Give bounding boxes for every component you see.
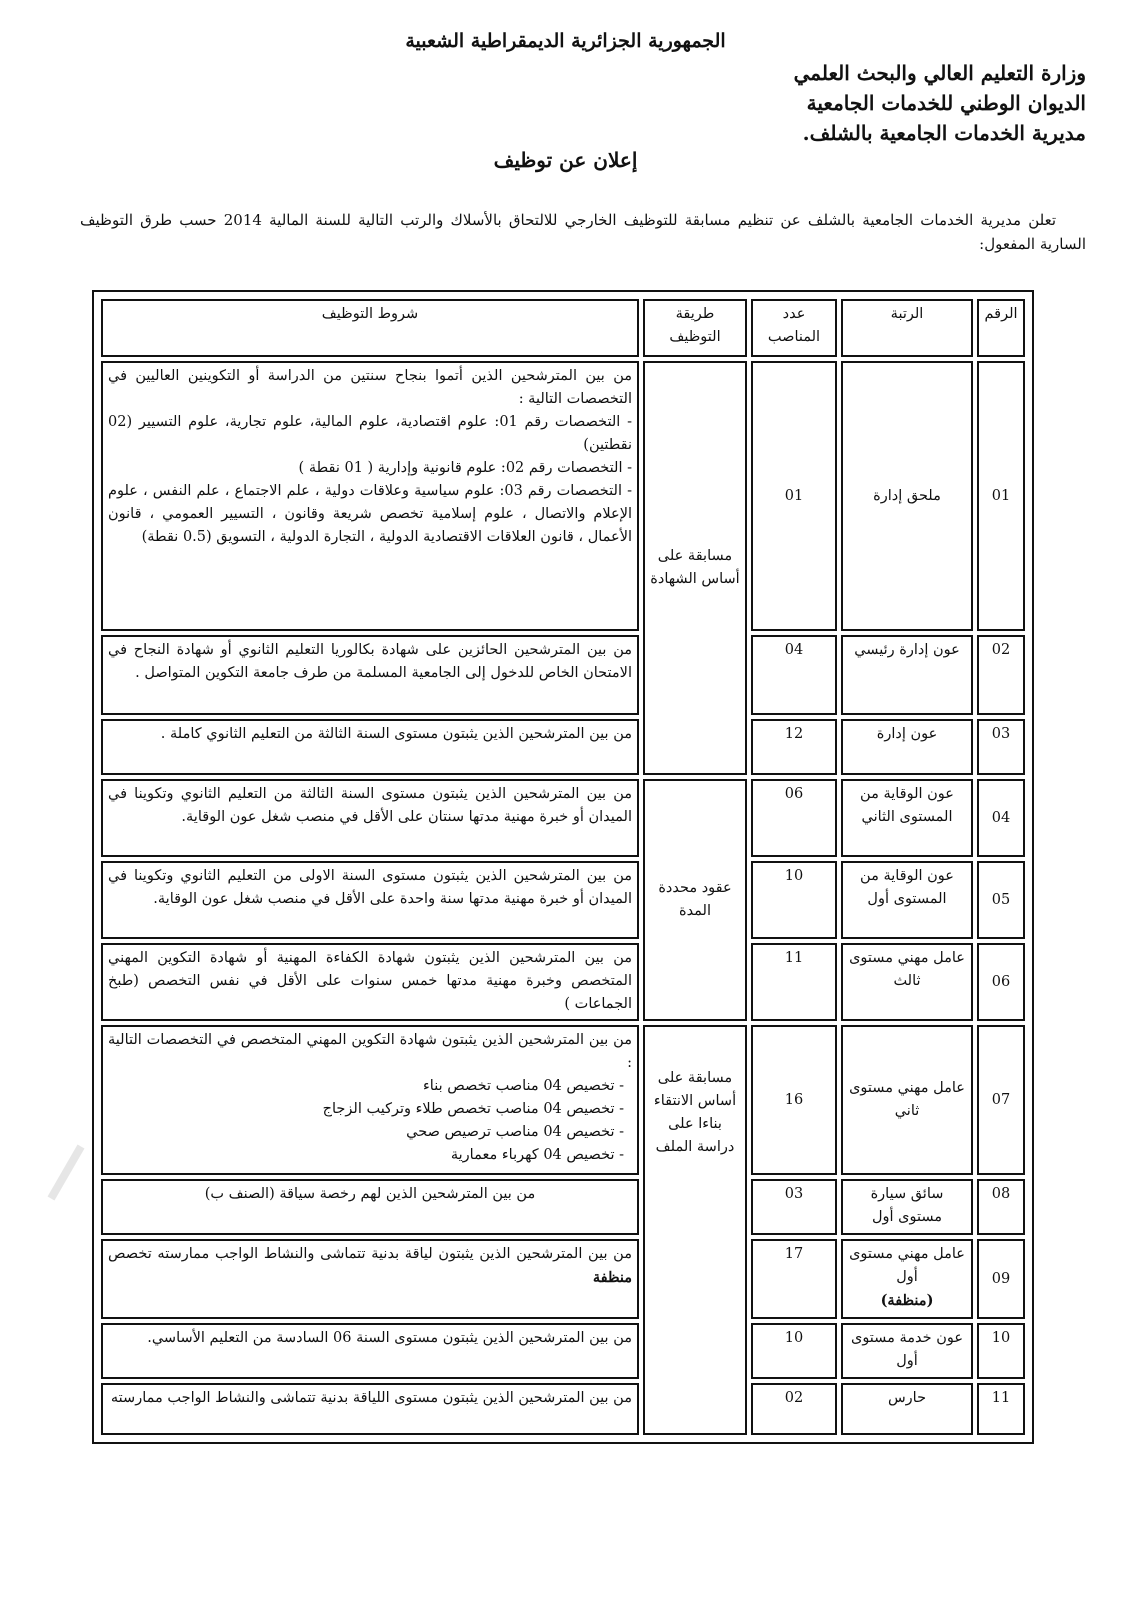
table-row [101, 943, 1025, 1021]
header-number: الرقم [977, 299, 1025, 357]
condition-line: من بين المترشحين الذين أتموا بنجاح سنتين من الدراسة أو التكوينين العاليين في التخصصات التالية : [108, 368, 632, 407]
cell-conditions [101, 1239, 639, 1319]
condition-line: من بين المترشحين الذين يثبتون مستوى اللياقة بدنية تتماشى والنشاط الواجب ممارسته [110, 1390, 632, 1406]
cell-rank: عون خدمة مستوى أول [841, 1323, 973, 1379]
cell-number: 08 [977, 1179, 1025, 1235]
cell-rank: عون الوقاية من المستوى أول [841, 861, 973, 939]
cell-positions: 03 [751, 1179, 837, 1235]
cell-positions: 16 [751, 1025, 837, 1175]
cell-conditions [101, 1323, 639, 1379]
condition-bold: منظفة [592, 1269, 632, 1286]
recruitment-table-frame [92, 290, 1034, 1444]
cell-method [643, 361, 747, 775]
cell-number: 02 [977, 635, 1025, 715]
cell-number: 01 [977, 361, 1025, 631]
cell-positions: 12 [751, 719, 837, 775]
header-positions: عدد المناصب [751, 299, 837, 357]
cell-positions: 02 [751, 1383, 837, 1435]
announcement-title: إعلان عن توظيف [493, 148, 638, 172]
cell-conditions [101, 1179, 639, 1235]
rank-extra: (منظفة) [880, 1292, 934, 1309]
table-row [101, 861, 1025, 939]
cell-method [643, 1025, 747, 1435]
cell-rank: عامل مهني مستوى ثاني [841, 1025, 973, 1175]
cell-positions: 01 [751, 361, 837, 631]
cell-rank: عون الوقاية من المستوى الثاني [841, 779, 973, 857]
condition-line: من بين المترشحين الذين يثبتون شهادة الكفاءة المهنية أو شهادة التكوين المهني المتخصص وخبرة مهنية مدتها خمس سنوات على الأقل في نفس التخصص (طبخ الجماعات ) [108, 950, 632, 1012]
cell-number: 03 [977, 719, 1025, 775]
cell-positions: 10 [751, 861, 837, 939]
cell-positions: 11 [751, 943, 837, 1021]
condition-line: من بين المترشحين الذين يثبتون مستوى السنة الاولى من التعليم الثانوي وتكوينا في الميدان أو خبرة مهنية مدتها سنة واحدة على الأقل في منصب شغل عون الوقاية. [108, 868, 632, 907]
condition-line: من بين المترشحين الذين لهم رخصة سياقة (الصنف ب) [204, 1186, 536, 1202]
cell-number: 06 [977, 943, 1025, 1021]
cell-rank: حارس [841, 1383, 973, 1435]
cell-conditions [101, 635, 639, 715]
table-row [101, 1025, 1025, 1175]
table-header-row [101, 299, 1025, 357]
condition-line: - التخصصات رقم 02: علوم قانونية وإدارية ( 01 نقطة ) [298, 460, 632, 476]
condition-line: من بين المترشحين الحائزين على شهادة بكالوريا التعليم الثانوي أو شهادة النجاح في الامتحان الخاص للدخول إلى الجامعية المسلمة من طرف جامعة التكوين المتواصل . [108, 642, 632, 681]
condition-line: من بين المترشحين الذين يثبتون مستوى السنة الثالثة من التعليم الثانوي كاملة . [160, 726, 632, 742]
condition-line: من بين المترشحين الذين يثبتون مستوى السنة الثالثة من التعليم الثانوي وتكوينا في الميدان أو خبرة مهنية مدتها سنتان على الأقل في منصب شغل عون الوقاية. [108, 786, 632, 825]
cell-conditions [101, 779, 639, 857]
table-row [101, 361, 1025, 631]
cell-method [643, 779, 747, 1021]
directorate-name: مديرية الخدمات الجامعية بالشلف. [802, 121, 1086, 145]
condition-line: - تخصيص 04 مناصب تخصص طلاء وتركيب الزجاج [322, 1101, 624, 1117]
method-label: مسابقة على أساس الشهادة [650, 548, 740, 587]
cell-conditions [101, 1383, 639, 1435]
cell-number: 05 [977, 861, 1025, 939]
institution-headers [794, 58, 1086, 148]
cell-rank: عون إدارة رئيسي [841, 635, 973, 715]
office-name: الديوان الوطني للخدمات الجامعية [806, 91, 1086, 115]
condition-line: - تخصيص 04 كهرباء معمارية [450, 1147, 624, 1163]
ministry-name: وزارة التعليم العالي والبحث العلمي [793, 61, 1086, 85]
cell-conditions [101, 719, 639, 775]
cell-conditions [101, 1025, 639, 1175]
condition-line: من بين المترشحين الذين يثبتون شهادة التكوين المهني المتخصص في التخصصات التالية : [108, 1032, 632, 1071]
cell-conditions [101, 361, 639, 631]
header-conditions: شروط التوظيف [101, 299, 639, 357]
condition-line: من بين المترشحين الذين يثبتون لياقة بدنية تتماشى والنشاط الواجب ممارسته تخصص [108, 1246, 632, 1262]
rank-label: عامل مهني مستوى أول [849, 1246, 965, 1285]
cell-conditions [101, 861, 639, 939]
condition-line: - تخصيص 04 مناصب تخصص بناء [422, 1078, 624, 1094]
cell-number: 07 [977, 1025, 1025, 1175]
cell-positions: 04 [751, 635, 837, 715]
table-row [101, 1179, 1025, 1235]
condition-line: - التخصصات رقم 03: علوم سياسية وعلاقات دولية ، علم الاجتماع ، علم النفس ، علوم الإعلام والاتصال ، علوم إسلامية تخصص شريعة وقانون ، التسيير العمومي ، قانون الأعمال ، قانون العلاقات الاقتصادية الدولية ، التجارة الدولية ، التسويق (0.5 نقطة) [108, 483, 632, 545]
recruitment-table [97, 295, 1029, 1439]
cell-positions: 17 [751, 1239, 837, 1319]
condition-line: من بين المترشحين الذين يثبتون مستوى السنة 06 السادسة من التعليم الأساسي. [147, 1330, 632, 1346]
cell-number: 10 [977, 1323, 1025, 1379]
header-rank: الرتبة [841, 299, 973, 357]
table-row [101, 779, 1025, 857]
condition-line: - التخصصات رقم 01: علوم اقتصادية، علوم المالية، علوم تجارية، علوم التسيير (02 نقطتين) [108, 414, 632, 453]
cell-conditions [101, 943, 639, 1021]
cell-positions: 10 [751, 1323, 837, 1379]
condition-line: - تخصيص 04 مناصب ترصيص صحي [406, 1124, 624, 1140]
cell-rank [841, 1239, 973, 1319]
table-row [101, 1239, 1025, 1319]
cell-rank: ملحق إدارة [841, 361, 973, 631]
cell-rank: عامل مهني مستوى ثالث [841, 943, 973, 1021]
method-label: مسابقة على أساس الانتقاء بناءا على دراسة الملف [653, 1070, 737, 1155]
header-method: طريقة التوظيف [643, 299, 747, 357]
table-row [101, 719, 1025, 775]
table-row [101, 635, 1025, 715]
intro-paragraph: تعلن مديرية الخدمات الجامعية بالشلف عن تنظيم مسابقة للتوظيف الخارجي للالتحاق بالأسلاك والرتب التالية للسنة المالية 2014 حسب طرق التوظيف السارية المفعول: [80, 211, 1086, 253]
table-row [101, 1383, 1025, 1435]
cell-rank: سائق سيارة مستوى أول [841, 1179, 973, 1235]
table-row [101, 1323, 1025, 1379]
cell-rank: عون إدارة [841, 719, 973, 775]
cell-number: 11 [977, 1383, 1025, 1435]
method-label: عقود محددة المدة [658, 880, 732, 919]
republic-title: الجمهورية الجزائرية الديمقراطية الشعبية [405, 30, 726, 52]
cell-number: 09 [977, 1239, 1025, 1319]
cell-positions: 06 [751, 779, 837, 857]
cell-number: 04 [977, 779, 1025, 857]
